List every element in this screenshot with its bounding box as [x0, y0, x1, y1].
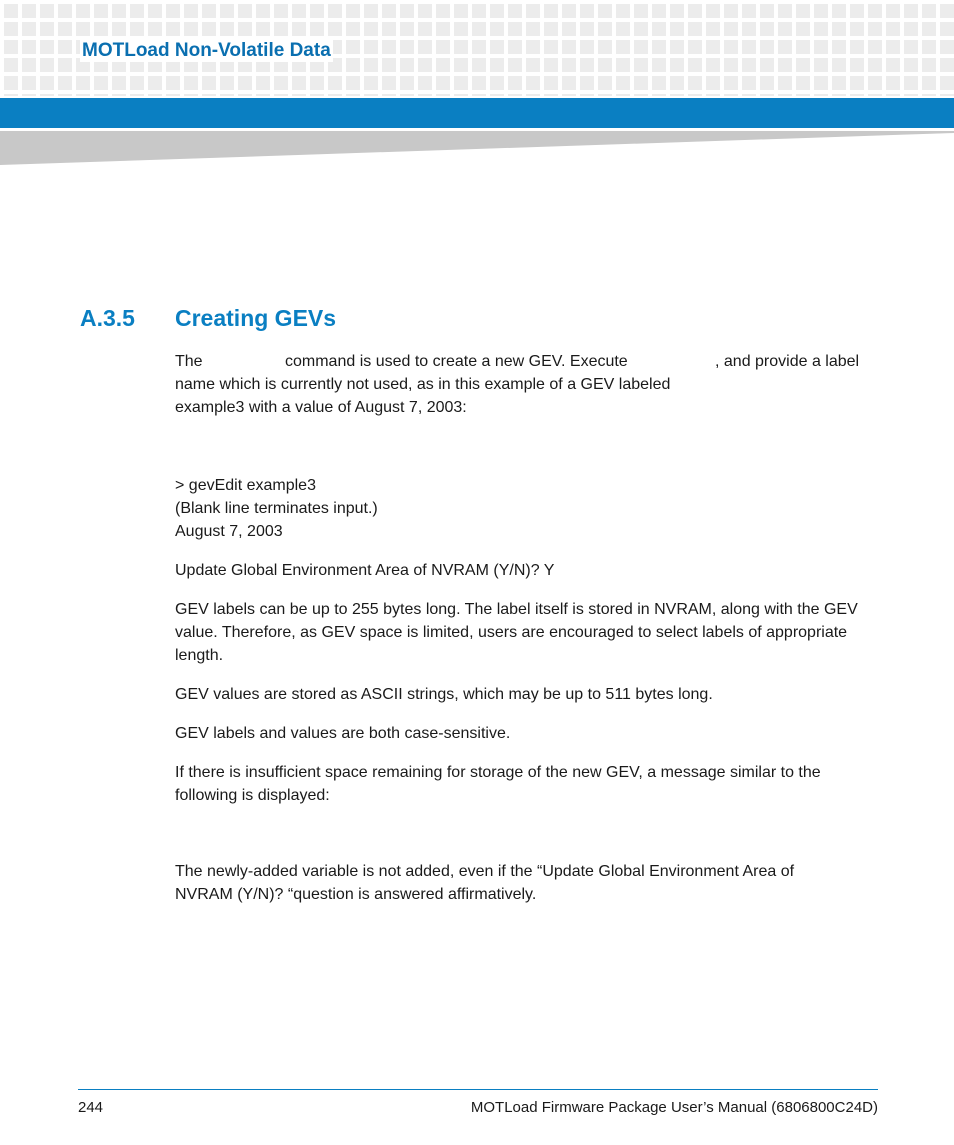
added-line1: The newly-added variable is not added, even if the “Update Global Environment Area of: [175, 863, 795, 880]
intro-line2: name which is currently not used, as in this example of a GEV labeled: [175, 376, 671, 393]
intro-part2: command is used to create a new GEV. Execute: [285, 353, 628, 370]
labels-line3: length.: [175, 647, 224, 664]
code-line2: (Blank line terminates input.): [175, 500, 378, 517]
intro-part1: The: [175, 353, 203, 370]
code-line3: August 7, 2003: [175, 523, 283, 540]
values-paragraph: GEV values are stored as ASCII strings, which may be up to 511 bytes long.: [175, 686, 713, 703]
footer-rule: [78, 1089, 878, 1090]
space-line2: following is displayed:: [175, 787, 330, 804]
labels-line2: value. Therefore, as GEV space is limited, users are encouraged to select labels of appropriate: [175, 624, 848, 641]
page-number: 244: [78, 1099, 104, 1116]
space-line1: If there is insufficient space remaining for storage of the new GEV, a message similar to the: [175, 764, 821, 781]
update-prompt: Update Global Environment Area of NVRAM (Y/N)? Y: [175, 562, 555, 579]
running-header: MOTLoad Non-Volatile Data: [82, 40, 331, 61]
added-line2: NVRAM (Y/N)? “question is answered affirmatively.: [175, 886, 537, 903]
case-paragraph: GEV labels and values are both case-sensitive.: [175, 725, 511, 742]
section-title: Creating GEVs: [175, 305, 337, 331]
header-gray-swoosh: [0, 131, 954, 165]
section-number: A.3.5: [80, 305, 135, 331]
code-line1: > gevEdit example3: [175, 477, 316, 494]
labels-line1: GEV labels can be up to 255 bytes long. The label itself is stored in NVRAM, along with the GEV: [175, 601, 858, 618]
footer-title: MOTLoad Firmware Package User’s Manual (6806800C24D): [470, 1099, 878, 1116]
intro-line3: example3 with a value of August 7, 2003:: [175, 399, 467, 416]
header-blue-bar: [0, 98, 954, 128]
intro-part3: , and provide a label: [715, 353, 860, 370]
